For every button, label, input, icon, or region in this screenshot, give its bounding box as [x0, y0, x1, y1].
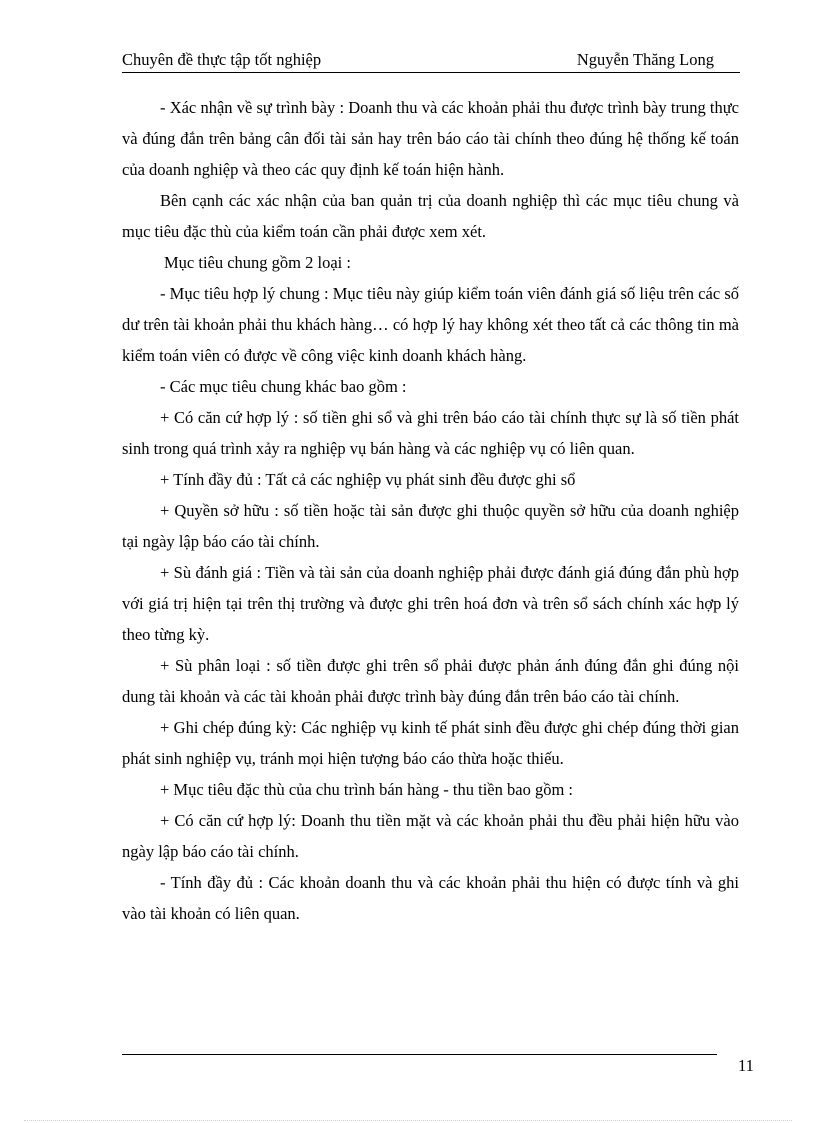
paragraph: - Mục tiêu hợp lý chung : Mục tiêu này giúp kiểm toán viên đánh giá số liệu trên các số dư trên tài khoản phải thu khách hàng… có hợp lý hay không xét theo tất cả các thông tin mà kiểm toán viên có được về công việc kinh doanh khách hàng. [122, 284, 739, 365]
paragraph: + Quyền sở hữu : số tiền hoặc tài sản được ghi thuộc quyền sở hữu của doanh nghiệp tại ngày lập báo cáo tài chính. [122, 501, 739, 551]
paragraph: + Mục tiêu đặc thù của chu trình bán hàng - thu tiền bao gồm : [160, 780, 573, 799]
paragraph: Mục tiêu chung gồm 2 loại : [164, 253, 351, 272]
page-edge [24, 1120, 792, 1121]
paragraph: Bên cạnh các xác nhận của ban quản trị của doanh nghiệp thì các mục tiêu chung và mục tiêu đặc thù của kiểm toán cần phải được xem xét. [122, 191, 739, 241]
header-title: Chuyên đề thực tập tốt nghiệp [122, 50, 322, 69]
page-header [122, 48, 740, 73]
paragraph: - Tính đầy đủ : Các khoản doanh thu và các khoản phải thu hiện có được tính và ghi vào tài khoản có liên quan. [122, 873, 739, 923]
paragraph: + Sù phân loại : số tiền được ghi trên sổ phải được phản ánh đúng đắn ghi đúng nội dung tài khoản và các tài khoản phải được trình bày đúng đắn trên báo cáo tài chính. [122, 656, 739, 706]
paragraph: + Có căn cứ hợp lý: Doanh thu tiền mặt và các khoản phải thu đều phải hiện hữu vào ngày lập báo cáo tài chính. [122, 811, 739, 861]
paragraph: + Ghi chép đúng kỳ: Các nghiệp vụ kinh tế phát sinh đều được ghi chép đúng thời gian phát sinh nghiệp vụ, tránh mọi hiện tượng báo cáo thừa hoặc thiếu. [122, 718, 739, 768]
paragraph: - Xác nhận về sự trình bày : Doanh thu và các khoản phải thu được trình bày trung thực và đúng đắn trên bảng cân đối tài sản hay trên báo cáo tài chính theo đúng hệ thống kế toán của doanh nghiệp và theo các quy định kế toán hiện hành. [122, 98, 739, 179]
paragraph: + Sù đánh giá : Tiền và tài sản của doanh nghiệp phải được đánh giá đúng đắn phù hợp với giá trị hiện tại trên thị trường và được ghi trên hoá đơn và trên sổ sách chính xác hợp lý theo từng kỳ. [122, 563, 739, 644]
document-body [122, 92, 739, 929]
paragraph: + Tính đầy đủ : Tất cả các nghiệp vụ phát sinh đều được ghi sổ [160, 470, 576, 489]
paragraph: - Các mục tiêu chung khác bao gồm : [160, 377, 407, 396]
paragraph: + Có căn cứ hợp lý : số tiền ghi sổ và ghi trên báo cáo tài chính thực sự là số tiền phát sinh trong quá trình xảy ra nghiệp vụ bán hàng và các nghiệp vụ có liên quan. [122, 408, 739, 458]
footer-divider [122, 1054, 717, 1055]
page-number: 11 [738, 1056, 754, 1075]
header-author: Nguyễn Thăng Long [576, 50, 714, 69]
